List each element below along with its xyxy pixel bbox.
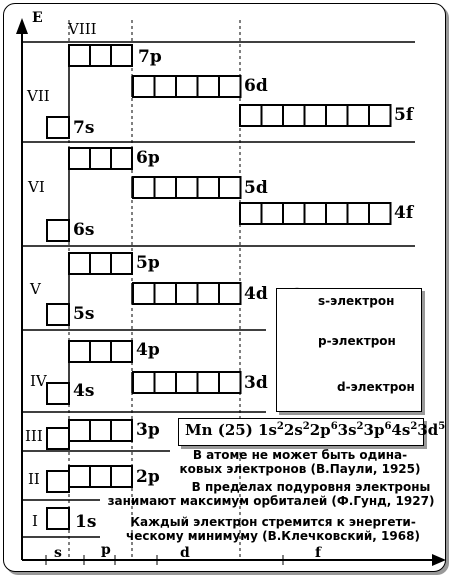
orbital-4s	[47, 383, 69, 404]
energy-axis-arrow	[16, 18, 28, 34]
column-label-d: d	[180, 545, 190, 561]
level-label-8: VIII	[68, 20, 97, 38]
orbital-cell-5p-1	[69, 253, 90, 274]
orbital-3d	[133, 372, 241, 393]
label-4s: 4s	[73, 381, 95, 401]
label-3d: 3d	[244, 373, 268, 393]
orbital-cell-5d-4	[198, 177, 220, 198]
orbital-cell-4f-2	[262, 203, 284, 224]
orbital-cell-6p-3	[111, 148, 132, 169]
config-prefix: Mn (25)	[185, 421, 259, 439]
orbital-cell-3p-2	[90, 420, 111, 441]
orbital-cell-4f-1	[240, 203, 262, 224]
orbital-cell-3p-1	[69, 420, 90, 441]
orbital-cell-5f-4	[305, 105, 327, 126]
orbital-cell-6p-2	[90, 148, 111, 169]
label-5f: 5f	[394, 105, 414, 125]
legend-p: p-электрон	[318, 334, 396, 348]
config-exponent-3p: 6	[384, 421, 392, 432]
label-7p: 7p	[138, 47, 162, 67]
orbital-7p	[69, 45, 132, 66]
config-term-3p: 3p	[363, 421, 385, 439]
orbital-cell-4p-3	[111, 341, 132, 362]
level-label-5: V	[30, 280, 41, 298]
orbital-cell-3d-2	[155, 372, 177, 393]
pauli-rule-line-1: В атоме не может быть одина-	[192, 448, 408, 462]
legend-s: s-электрон	[318, 294, 395, 308]
orbital-5p	[69, 253, 132, 274]
orbital-cell-6d-1	[133, 76, 155, 97]
hund-rule-line-2: занимают максимум орбиталей (Ф.Гунд, 1927)	[107, 494, 435, 508]
orbital-cell-4d-5	[219, 283, 241, 304]
label-7s: 7s	[73, 118, 95, 138]
orbital-cell-4d-2	[155, 283, 177, 304]
level-label-4: IV	[30, 372, 47, 390]
orbital-cell-3s-1	[47, 428, 69, 449]
label-5s: 5s	[73, 304, 95, 324]
klechkovsky-rule	[118, 515, 428, 543]
config-exponent-4s: 2	[410, 421, 418, 432]
label-2p: 2p	[136, 467, 160, 487]
column-label-s: s	[54, 545, 62, 561]
orbital-cell-5f-3	[283, 105, 305, 126]
orbital-2s	[47, 471, 69, 492]
orbital-cell-4f-3	[283, 203, 305, 224]
orbital-cell-3d-4	[198, 372, 220, 393]
label-5d: 5d	[244, 178, 268, 198]
orbital-cell-5f-2	[262, 105, 284, 126]
orbital-6p	[69, 148, 132, 169]
config-exponent-2s: 2	[302, 421, 310, 432]
orbital-cell-6d-5	[219, 76, 241, 97]
orbital-cell-7s-1	[47, 117, 69, 138]
orbital-cell-4p-1	[69, 341, 90, 362]
hund-rule-line-1: В пределах подуровня электроны	[191, 480, 431, 494]
orbital-7s	[47, 117, 69, 138]
orbital-3s	[47, 428, 69, 449]
orbital-cell-5f-7	[369, 105, 391, 126]
orbital-cell-1s-1	[47, 508, 69, 529]
config-term-2p: 2p	[309, 421, 331, 439]
orbital-cell-7p-2	[90, 45, 111, 66]
orbital-5f	[240, 105, 391, 126]
orbital-cell-7p-3	[111, 45, 132, 66]
config-exponent-3d: 5	[438, 421, 446, 432]
orbital-cell-6s-1	[47, 220, 69, 241]
orbital-cell-5f-6	[348, 105, 370, 126]
orbital-cell-5d-1	[133, 177, 155, 198]
config-term-2s: 2s	[283, 421, 303, 439]
orbital-cell-3p-3	[111, 420, 132, 441]
label-4f: 4f	[394, 203, 414, 223]
orbital-cell-7p-1	[69, 45, 90, 66]
energy-axis-label: E	[32, 10, 43, 26]
config-term-3s: 3s	[337, 421, 357, 439]
pauli-rule	[170, 448, 430, 476]
orbital-cell-2p-1	[69, 466, 90, 487]
level-label-6: VI	[28, 178, 45, 196]
config-exponent-3s: 2	[356, 421, 364, 432]
level-label-7: VII	[27, 87, 50, 105]
orbital-cell-3d-5	[219, 372, 241, 393]
orbital-cell-3d-3	[176, 372, 198, 393]
orbital-3p	[69, 420, 132, 441]
config-exponent-1s: 2	[276, 421, 284, 432]
orbital-cell-5d-3	[176, 177, 198, 198]
orbital-cell-5d-5	[219, 177, 241, 198]
orbital-4d	[133, 283, 241, 304]
label-1s: 1s	[75, 512, 97, 532]
level-label-2: II	[28, 470, 40, 488]
orbital-cell-4f-7	[369, 203, 391, 224]
klechkovsky-rule-line-2: ческому минимуму (В.Клечковский, 1968)	[126, 529, 420, 543]
orbital-cell-5d-2	[155, 177, 177, 198]
orbital-cell-6d-3	[176, 76, 198, 97]
orbital-6d	[133, 76, 241, 97]
orbital-cell-5s-1	[47, 304, 69, 325]
orbital-6s	[47, 220, 69, 241]
label-6p: 6p	[136, 148, 160, 168]
column-label-f: f	[315, 545, 322, 561]
label-6s: 6s	[73, 220, 95, 240]
pauli-rule-line-2: ковых электронов (В.Паули, 1925)	[179, 462, 421, 476]
orbital-cell-4f-5	[326, 203, 348, 224]
klechkovsky-rule-line-1: Каждый электрон стремится к энергети-	[130, 515, 416, 529]
orbital-cell-5p-2	[90, 253, 111, 274]
hund-rule	[96, 480, 446, 508]
orbital-cell-6p-1	[69, 148, 90, 169]
orbital-cell-4d-3	[176, 283, 198, 304]
electron-config	[185, 421, 445, 439]
label-5p: 5p	[136, 253, 160, 273]
orbital-cell-5p-3	[111, 253, 132, 274]
orbital-cell-4d-1	[133, 283, 155, 304]
level-label-3: III	[25, 427, 43, 445]
config-term-3d: 3d	[417, 421, 439, 439]
orbital-cell-6d-2	[155, 76, 177, 97]
orbital-4p	[69, 341, 132, 362]
column-label-p: p	[101, 542, 111, 558]
orbital-4f	[240, 203, 391, 224]
orbital-cell-4f-6	[348, 203, 370, 224]
orbital-1s	[47, 508, 69, 529]
label-4d: 4d	[244, 284, 268, 304]
config-term-1s: 1s	[258, 421, 277, 439]
legend-d: d-электрон	[337, 380, 415, 394]
label-6d: 6d	[244, 76, 268, 96]
orbital-cell-2s-1	[47, 471, 69, 492]
orbital-cell-4f-4	[305, 203, 327, 224]
orbital-cell-4s-1	[47, 383, 69, 404]
level-label-1: I	[32, 512, 38, 530]
orbital-cell-4d-4	[198, 283, 220, 304]
orbital-cell-3d-1	[133, 372, 155, 393]
config-exponent-2p: 6	[330, 421, 338, 432]
sublevel-axis-arrow	[432, 554, 446, 566]
orbital-5s	[47, 304, 69, 325]
orbital-cell-5f-1	[240, 105, 262, 126]
label-4p: 4p	[136, 340, 160, 360]
orbital-cell-4p-2	[90, 341, 111, 362]
config-terms	[258, 421, 445, 439]
label-3p: 3p	[136, 420, 160, 440]
config-term-4s: 4s	[391, 421, 411, 439]
orbital-cell-6d-4	[198, 76, 220, 97]
orbital-cell-5f-5	[326, 105, 348, 126]
orbital-5d	[133, 177, 241, 198]
